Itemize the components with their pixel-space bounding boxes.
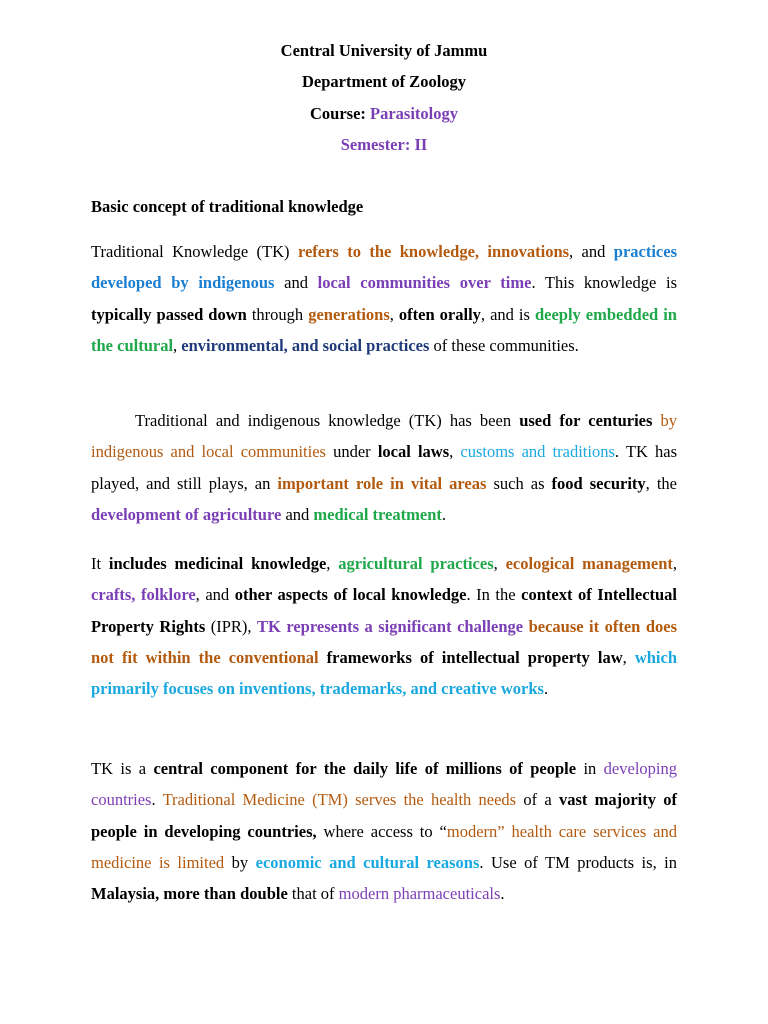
paragraph-2	[91, 405, 677, 530]
text-run: vast majority of people in developing countries,	[91, 790, 677, 841]
text-run	[319, 648, 327, 667]
text-run: used for centuries	[519, 411, 653, 430]
text-run: ,	[493, 554, 506, 573]
text-run: by indigenous and local communities	[91, 411, 678, 462]
text-run: economic and cultural reasons	[255, 852, 480, 872]
text-run: refers to the knowledge, innovations	[297, 242, 570, 261]
paragraph-1	[91, 236, 677, 361]
text-run: deeply embedded in the cultural	[91, 304, 677, 355]
text-run: , and	[195, 585, 235, 605]
text-run: crafts, folklore	[91, 585, 196, 605]
course-name: Parasitology	[370, 104, 459, 123]
course-line	[0, 104, 768, 124]
text-run: ,	[622, 647, 635, 667]
text-run: .	[151, 790, 163, 810]
text-run: of a	[516, 790, 559, 810]
text-run: ,	[326, 554, 339, 573]
text-run: . Use of TM products is, in	[479, 852, 677, 872]
text-run: , and	[569, 242, 614, 261]
text-run: through	[246, 304, 309, 324]
text-run: frameworks of intellectual property law	[326, 647, 623, 667]
text-run: It	[91, 554, 109, 573]
text-run: context of Intellectual Property Rights	[91, 585, 678, 636]
paragraph-4	[91, 753, 677, 909]
text-run: generations	[308, 304, 390, 324]
text-run: often orally	[398, 304, 481, 324]
text-run: agricultural practices	[338, 554, 494, 573]
text-run: where access to “	[316, 821, 447, 841]
section-heading: Basic concept of traditional knowledge	[91, 197, 364, 216]
text-run: because it often does not fit within the conventional	[91, 616, 678, 667]
text-run: important role in vital areas	[277, 473, 487, 493]
text-run: ecological management	[505, 554, 673, 573]
text-run: of these communities.	[429, 335, 579, 355]
text-run: ,	[672, 554, 678, 573]
text-run: environmental, and social practices	[181, 335, 430, 355]
text-run: includes medicinal knowledge	[108, 554, 327, 573]
text-run: Malaysia, more than double	[91, 884, 288, 904]
text-run: . This knowledge is	[531, 273, 677, 293]
text-run: ,	[449, 442, 461, 462]
text-run: customs and traditions	[460, 442, 615, 462]
text-run: ,	[173, 335, 182, 355]
text-run: which primarily focuses on inventions, trademarks, and creative works	[91, 647, 677, 699]
text-run: ,	[389, 304, 399, 324]
text-run: .	[500, 884, 505, 904]
text-run: (IPR),	[205, 616, 258, 636]
text-run: . TK has played, and still plays, an	[91, 442, 677, 493]
text-run: development of agriculture	[91, 504, 282, 524]
text-run: food security	[551, 473, 646, 493]
department-title: Department of Zoology	[301, 72, 467, 91]
text-run: .	[543, 679, 549, 699]
text-run: . In the	[466, 585, 522, 605]
text-run: , the	[645, 473, 677, 493]
text-run: modern” health care services and medicine is limited	[91, 821, 677, 872]
text-run: typically passed down	[91, 304, 247, 324]
text-run: TK is a	[91, 759, 154, 778]
text-run: and	[281, 504, 314, 524]
text-run: central component for the daily life of millions of people	[153, 759, 577, 778]
text-run: under	[325, 442, 378, 462]
text-run: Traditional Knowledge (TK)	[91, 242, 298, 261]
text-run: and	[274, 273, 318, 293]
text-run: such as	[486, 473, 552, 493]
text-run: local laws	[377, 442, 450, 462]
text-run: developing countries	[91, 759, 677, 810]
text-run: , and is	[480, 304, 535, 324]
text-run: other aspects of local knowledge	[234, 585, 467, 605]
text-run: TK represents a significant challenge	[257, 616, 524, 636]
semester-line: Semester: II	[340, 135, 428, 154]
text-run: practices developed by indigenous	[91, 242, 677, 293]
text-run: that of	[287, 884, 339, 904]
text-run	[652, 411, 660, 430]
text-run: Traditional Medicine (TM) serves the health needs	[162, 790, 517, 810]
university-title: Central University of Jammu	[280, 41, 488, 60]
paragraph-3	[91, 548, 677, 704]
text-run: by	[224, 852, 256, 872]
course-label: Course:	[309, 104, 371, 123]
text-run: local communities over time	[317, 273, 532, 293]
text-run: in	[576, 759, 604, 778]
text-run: .	[441, 504, 446, 524]
text-run: modern pharmaceuticals	[338, 884, 501, 904]
text-run: medical treatment	[313, 504, 442, 524]
text-run: Traditional and indigenous knowledge (TK) has been	[135, 411, 520, 430]
